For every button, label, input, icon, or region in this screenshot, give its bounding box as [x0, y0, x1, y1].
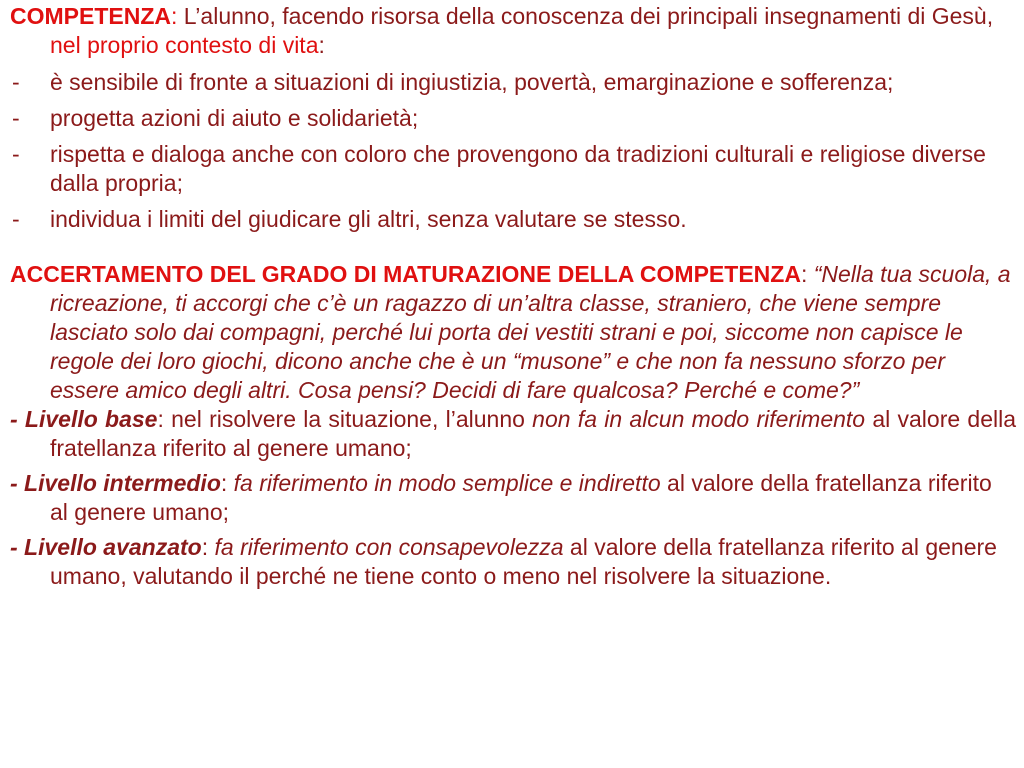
livello-base-separator: : nel risolvere la situazione, l’alunno: [157, 406, 533, 432]
bullet-text: individua i limiti del giudicare gli altri, senza valutare se stesso.: [50, 206, 687, 232]
bullet-text: progetta azioni di aiuto e solidarietà;: [50, 105, 419, 131]
accertamento-quote: “Nella tua scuola, a ricreazione, ti accorgi che c’è un ragazzo di un’altra classe, straniero, che viene sempre lasciato solo dai compagni, perché lui porta dei vestiti strani e poi, siccome non capisce le regole dei loro giochi, dicono anche che è un “musone” e che non fa nessuno sforzo per essere amico degli altri. Cosa pensi? Decidi di fare qualcosa? Perché e come?”: [50, 261, 1011, 403]
livello-avanzato-paragraph: [10, 533, 1016, 591]
livello-avanzato-italic: fa riferimento con consapevolezza: [214, 534, 564, 560]
livello-intermedio-separator: :: [220, 470, 234, 496]
bullet-item: [10, 68, 1016, 97]
livello-avanzato-separator: :: [201, 534, 215, 560]
livello-intermedio-rest: al valore della fratellanza riferito al genere umano;: [50, 470, 992, 525]
bullet-text: è sensibile di fronte a situazioni di ingiustizia, povertà, emarginazione e sofferenza;: [50, 69, 894, 95]
bullet-item: [10, 140, 1016, 198]
competenza-paragraph: [10, 2, 1016, 60]
bullet-item: [10, 104, 1016, 133]
competenza-text: L’alunno, facendo risorsa della conoscenza dei principali insegnamenti di Gesù,: [183, 3, 994, 29]
bullet-dash: -: [12, 69, 20, 95]
bullet-dash: -: [12, 206, 20, 232]
accertamento-label: ACCERTAMENTO DEL GRADO DI MATURAZIONE DELLA COMPETENZA: [10, 261, 801, 287]
bullet-dash: -: [12, 141, 20, 167]
livello-avanzato-label: - Livello avanzato: [10, 534, 202, 560]
livello-base-italic: non fa in alcun modo riferimento: [532, 406, 866, 432]
bullet-dash: -: [12, 105, 20, 131]
livello-intermedio-paragraph: [10, 469, 1016, 527]
accertamento-paragraph: [10, 260, 1016, 405]
livello-base-rest: al valore della fratellanza riferito al genere umano;: [50, 406, 1017, 461]
livello-base-label: - Livello base: [10, 406, 158, 432]
bullet-text: rispetta e dialoga anche con coloro che provengono da tradizioni culturali e religiose diverse dalla propria;: [50, 141, 986, 196]
accertamento-separator: :: [800, 261, 814, 287]
slide-content: [10, 2, 1016, 597]
livello-intermedio-italic: fa riferimento in modo semplice e indiretto: [233, 470, 661, 496]
bullet-list: [10, 68, 1016, 234]
competenza-separator: :: [171, 3, 184, 29]
bullet-item: [10, 205, 1016, 234]
competenza-label: COMPETENZA: [10, 3, 171, 29]
competenza-end: :: [318, 32, 325, 58]
livello-base-paragraph: [10, 405, 1016, 463]
competenza-highlight: nel proprio contesto di vita: [50, 32, 319, 58]
livello-avanzato-rest: al valore della fratellanza riferito al genere umano, valutando il perché ne tiene conto o meno nel risolvere la situazione.: [50, 534, 997, 589]
livello-intermedio-label: - Livello intermedio: [10, 470, 221, 496]
